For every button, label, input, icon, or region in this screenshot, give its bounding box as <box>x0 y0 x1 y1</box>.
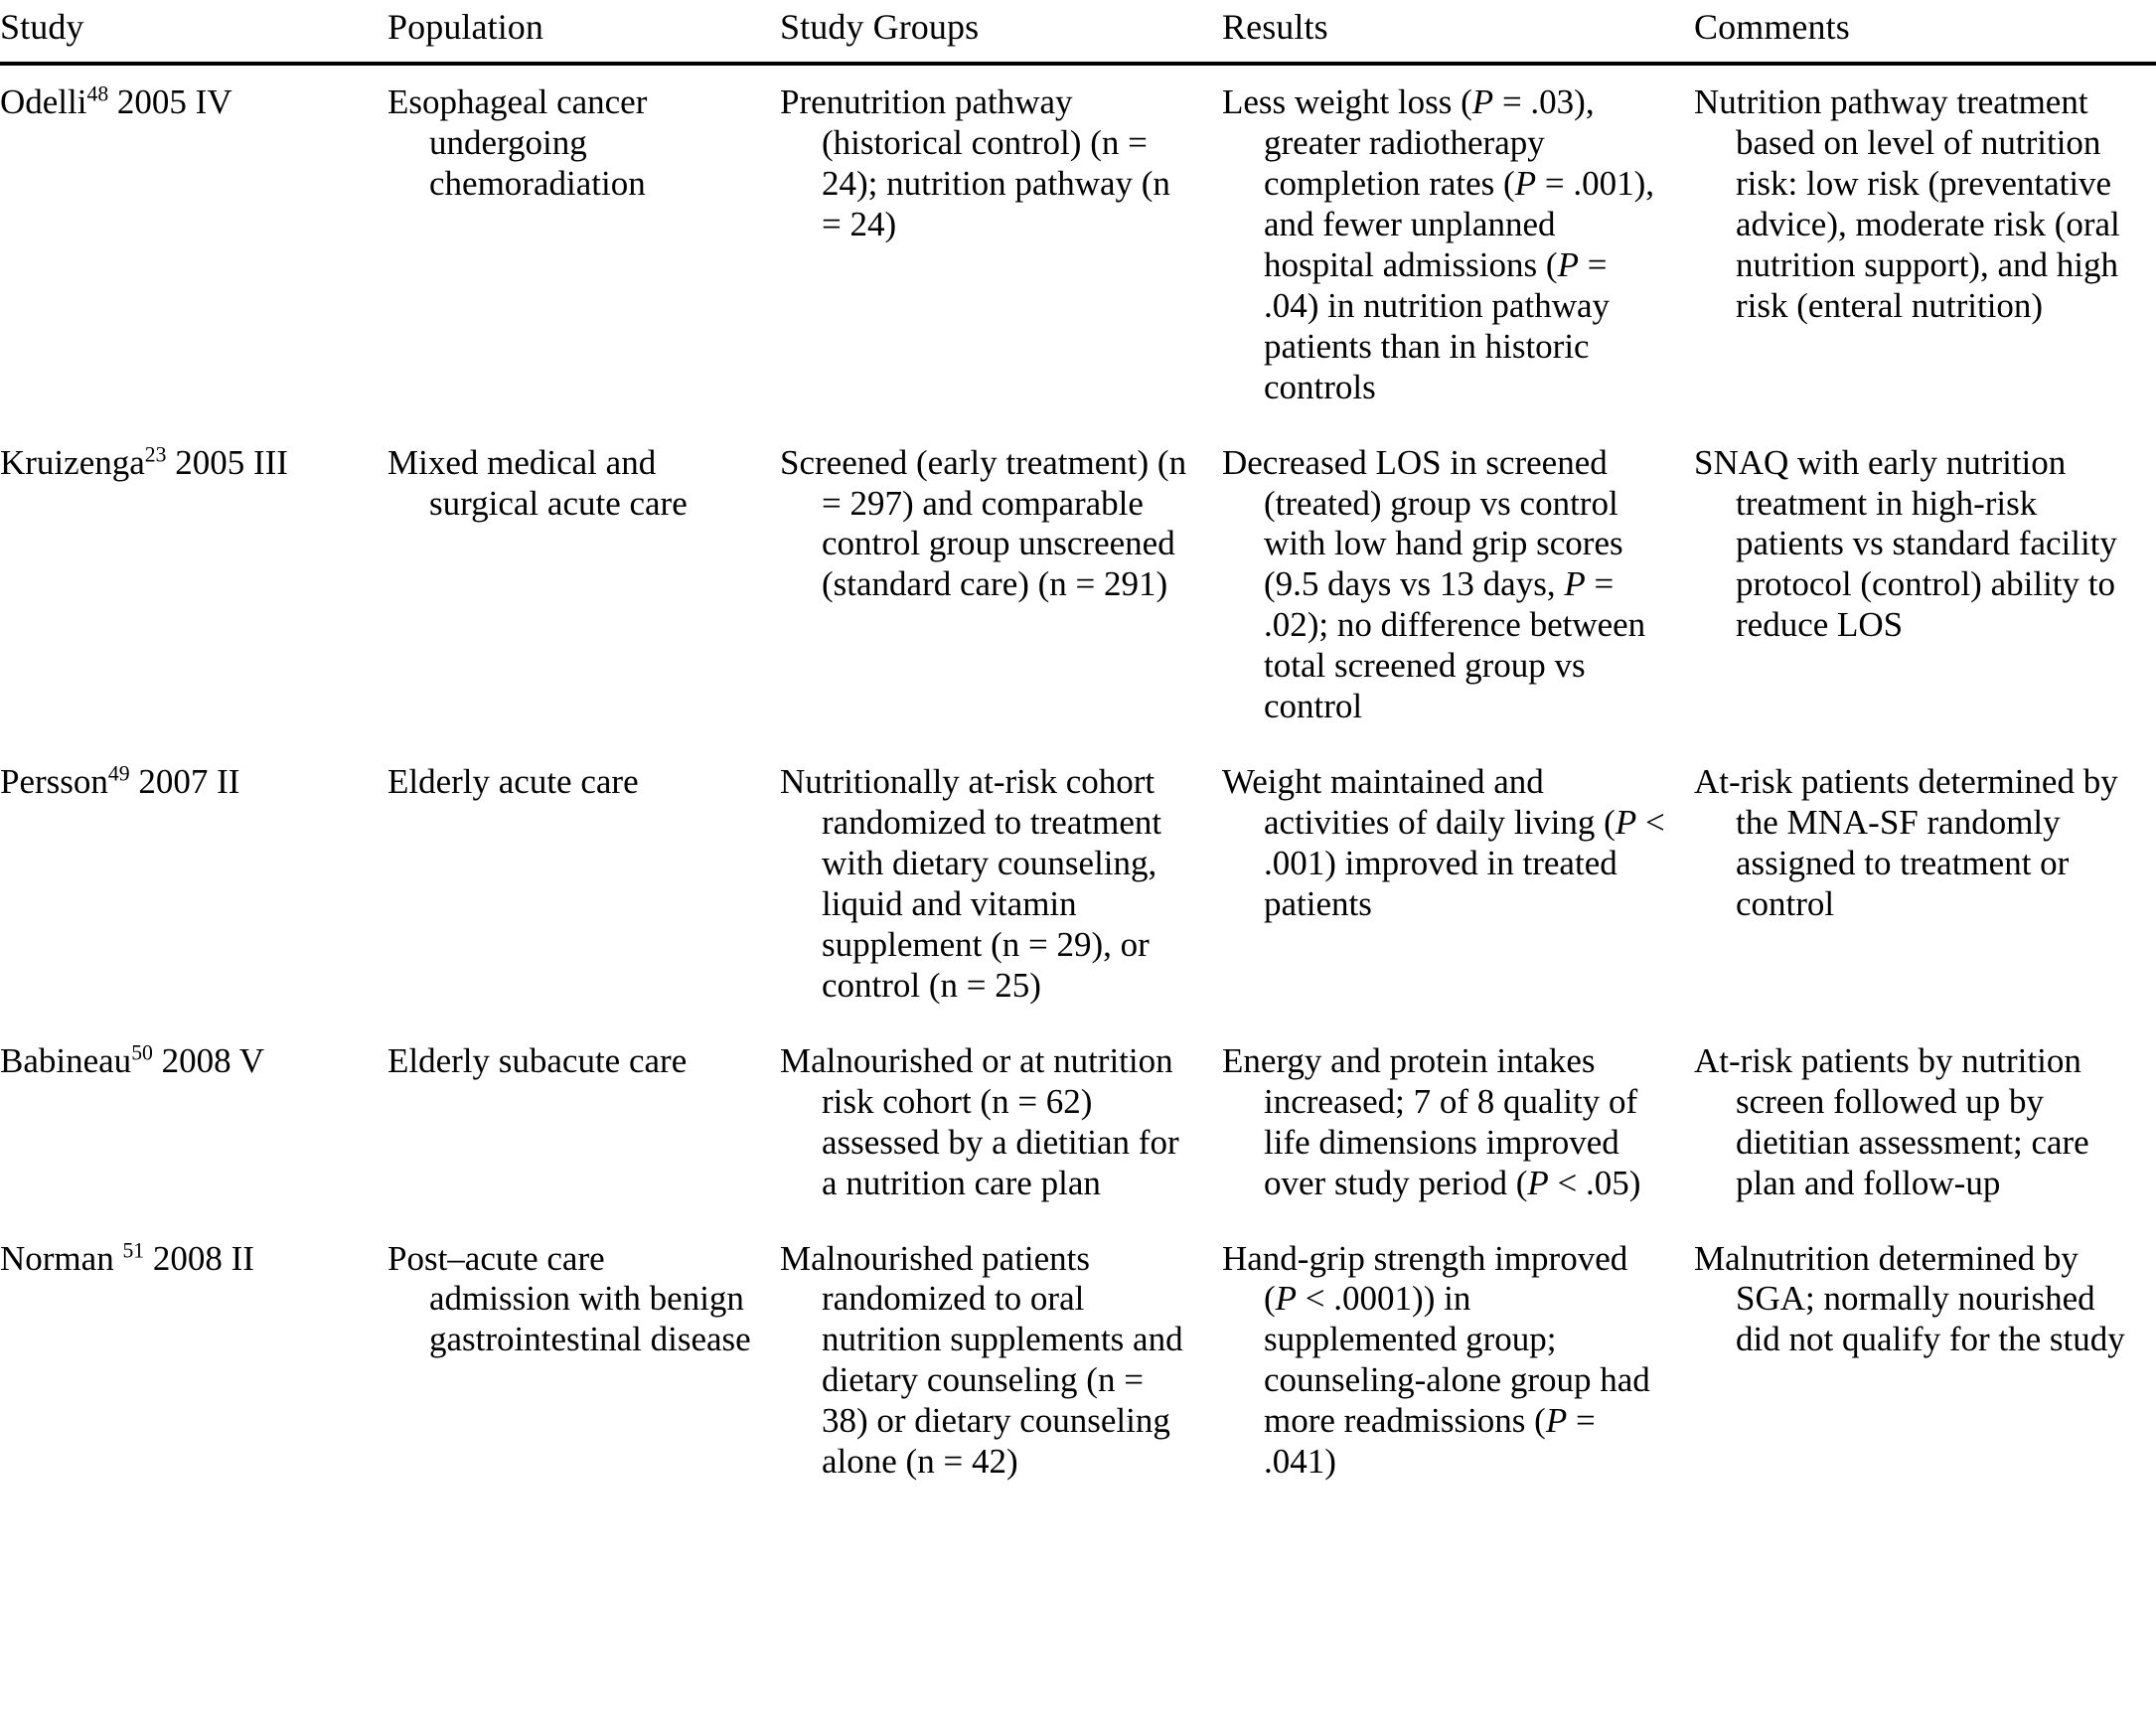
results-text: = .041) <box>1264 1401 1596 1482</box>
results-text: = .02); no difference between total screened group vs control <box>1264 564 1646 726</box>
p-value-symbol: P <box>1545 1401 1568 1441</box>
column-header-results: Results <box>1222 7 1328 47</box>
results-text: < .05) <box>1548 1163 1641 1202</box>
cell-population: Post–acute care admission with benign gastrointestinal disease <box>387 1238 751 1359</box>
p-value-symbol: P <box>1527 1163 1549 1202</box>
cell-results <box>1222 426 1694 746</box>
column-header-comments: Comments <box>1694 7 1850 47</box>
table-body <box>0 64 2156 1500</box>
study-year-level: 2005 III <box>166 442 288 482</box>
cell-study-groups: Prenutrition pathway (historical control) (n = 24); nutrition pathway (n = 24) <box>780 82 1170 243</box>
cell-population: Elderly subacute care <box>387 1040 688 1080</box>
results-text: Decreased LOS in screened (treated) group vs control with low hand grip scores (9.5 days vs 13 days, <box>1222 442 1623 604</box>
cell-comments: Malnutrition determined by SGA; normally nourished did not qualify for the study <box>1694 1238 2125 1359</box>
cell-study-groups: Malnourished or at nutrition risk cohort (n = 62) assessed by a dietitian for a nutrition care plan <box>780 1040 1179 1202</box>
table-row <box>0 426 2156 746</box>
results-text: = .001), and fewer unplanned hospital admissions ( <box>1264 163 1654 284</box>
p-value-symbol: P <box>1564 564 1586 604</box>
results-text: = .04) in nutrition pathway patients than in historic controls <box>1264 244 1611 406</box>
study-reference-superscript: 51 <box>122 1237 145 1262</box>
p-value-symbol: P <box>1514 163 1537 203</box>
p-value-symbol: P <box>1615 803 1637 843</box>
table-row <box>0 64 2156 426</box>
cell-comments: Nutrition pathway treatment based on level of nutrition risk: low risk (preventative advice), moderate risk (oral nutrition support), and high risk (enteral nutrition) <box>1694 82 2120 325</box>
table-header <box>0 0 2156 64</box>
table-row <box>0 1024 2156 1222</box>
cell-study <box>0 1024 387 1222</box>
cell-results <box>1222 64 1694 426</box>
column-header-study-groups: Study Groups <box>780 7 980 47</box>
cell-results <box>1222 745 1694 1024</box>
study-author: Norman <box>0 1238 123 1278</box>
cell-comments: At-risk patients by nutrition screen followed up by dietitian assessment; care plan and follow-up <box>1694 1040 2089 1202</box>
study-reference-superscript: 48 <box>86 81 109 106</box>
results-text: = .03), greater radiotherapy completion rates ( <box>1264 82 1595 203</box>
study-reference-superscript: 23 <box>144 441 167 466</box>
table-header-row <box>0 0 2156 64</box>
cell-study-groups: Nutritionally at-risk cohort randomized to treatment with dietary counseling, liquid and vitamin supplement (n = 29), or control (n = 25) <box>780 762 1162 1005</box>
results-text: Energy and protein intakes increased; 7 of 8 quality of life dimensions improved over study period ( <box>1222 1040 1638 1202</box>
study-author: Kruizenga <box>0 442 145 482</box>
study-reference-superscript: 49 <box>107 761 130 786</box>
cell-comments: At-risk patients determined by the MNA-SF randomly assigned to treatment or control <box>1694 762 2118 923</box>
results-text: < .0001)) in supplemented group; counseling-alone group had more readmissions ( <box>1264 1279 1650 1441</box>
cell-study <box>0 745 387 1024</box>
study-reference-superscript: 50 <box>131 1040 153 1065</box>
study-author: Persson <box>0 762 108 802</box>
study-year-level: 2008 II <box>144 1238 254 1278</box>
p-value-symbol: P <box>1557 244 1579 284</box>
study-year-level: 2005 IV <box>108 82 232 122</box>
cell-study <box>0 64 387 426</box>
cell-population: Esophageal cancer undergoing chemoradiation <box>387 82 648 203</box>
study-year-level: 2007 II <box>129 762 240 802</box>
p-value-symbol: P <box>1275 1279 1298 1319</box>
results-text: Weight maintained and activities of daily living ( <box>1222 762 1616 843</box>
study-author: Odelli <box>0 82 87 122</box>
cell-comments: SNAQ with early nutrition treatment in high-risk patients vs standard facility protocol (control) ability to reduce LOS <box>1694 442 2117 645</box>
column-header-study: Study <box>0 7 84 47</box>
p-value-symbol: P <box>1471 82 1494 122</box>
study-author: Babineau <box>0 1040 132 1080</box>
cell-population: Mixed medical and surgical acute care <box>387 442 688 523</box>
cell-study <box>0 426 387 746</box>
cell-study-groups: Malnourished patients randomized to oral nutrition supplements and dietary counseling (n = 38) or dietary counseling alone (n = 42) <box>780 1238 1183 1482</box>
cell-study <box>0 1222 387 1501</box>
cell-population: Elderly acute care <box>387 762 639 802</box>
results-text: Less weight loss ( <box>1222 82 1472 122</box>
table-row <box>0 745 2156 1024</box>
table-row <box>0 1222 2156 1501</box>
cell-results <box>1222 1024 1694 1222</box>
cell-results <box>1222 1222 1694 1501</box>
cell-study-groups: Screened (early treatment) (n = 297) and comparable control group unscreened (standard care) (n = 291) <box>780 442 1187 604</box>
results-text: < .001) improved in treated patients <box>1264 803 1665 923</box>
results-text: Hand-grip strength improved ( <box>1222 1238 1628 1319</box>
study-year-level: 2008 V <box>152 1040 265 1080</box>
column-header-population: Population <box>387 7 544 47</box>
